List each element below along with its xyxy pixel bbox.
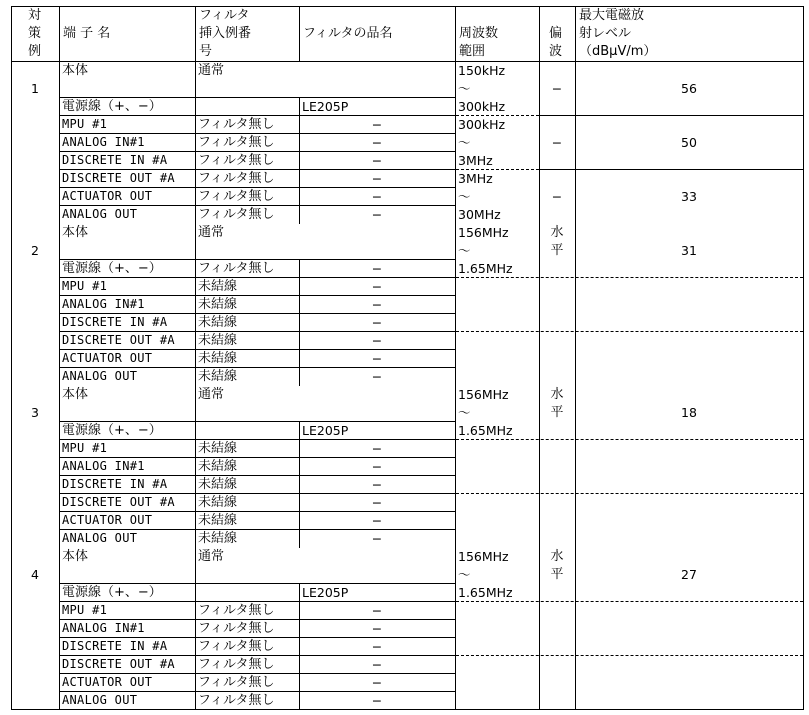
polarization: 平 [550,243,564,258]
filter-product: − [371,207,383,222]
terminal-name: ACTUATOR OUT [62,513,153,527]
frequency-range: 300kHz [458,117,506,132]
frequency-range: 150kHz [458,63,506,78]
case-number: 4 [31,567,39,582]
terminal-name: 本体 [62,387,89,402]
filter-product: − [371,495,383,510]
frequency-range: ～ [458,135,471,150]
max-emission-level: 33 [681,189,697,204]
filter-insert-no: 通常 [198,63,225,78]
frequency-range: ～ [458,81,471,96]
filter-product: − [371,513,383,528]
filter-insert-no: 未結線 [198,441,238,456]
filter-insert-no: 未結線 [198,477,238,492]
column-border [195,6,196,710]
case-number: 3 [31,405,39,420]
filter-insert-no: 未結線 [198,279,238,294]
header-case-no: 対 [28,8,42,23]
header-polarization: 波 [549,44,563,59]
filter-insert-no: 未結線 [198,531,238,546]
header-max-emission: 射レベル [579,26,632,41]
merged-cell-mask [299,224,300,259]
frequency-range: 156MHz [458,225,509,240]
terminal-name: 電源線（+、−） [62,423,162,438]
filter-insert-no: 未結線 [198,495,238,510]
dashed-rule [456,655,803,656]
terminal-name: DISCRETE IN #A [62,315,168,329]
filter-product: LE205P [302,585,349,600]
filter-insert-no: 未結線 [198,351,238,366]
frequency-range: 156MHz [458,549,509,564]
band-border [539,169,804,170]
terminal-name: MPU #1 [62,117,108,131]
dashed-rule [456,331,803,332]
polarization: − [551,189,563,204]
column-border [575,6,576,710]
filter-insert-no: フィルタ無し [198,135,275,150]
merged-cell-mask [299,62,300,97]
frequency-range: 1.65MHz [458,261,513,276]
filter-product: − [371,297,383,312]
polarization: 平 [550,405,564,420]
filter-product: − [371,171,383,186]
filter-product: LE205P [302,423,349,438]
terminal-name: ACTUATOR OUT [62,675,153,689]
polarization: 水 [550,549,564,564]
frequency-range: 30MHz [458,207,501,222]
filter-product: − [371,441,383,456]
terminal-name: ACTUATOR OUT [62,351,153,365]
filter-insert-no: フィルタ無し [198,675,275,690]
header-max-emission: （dBμV/m） [579,44,657,59]
header-filter-insert-no: フィルタ [199,8,250,23]
filter-insert-no: フィルタ無し [198,603,275,618]
case-number: 1 [31,81,39,96]
polarization: − [551,81,563,96]
terminal-name: 本体 [62,225,89,240]
header-frequency-range: 範囲 [459,44,486,59]
terminal-name: ACTUATOR OUT [62,189,153,203]
header-terminal-name: 端 子 名 [63,26,111,41]
filter-product: − [371,117,383,132]
polarization: 水 [550,387,564,402]
terminal-name: 本体 [62,63,89,78]
terminal-name: DISCRETE IN #A [62,477,168,491]
filter-product: − [371,657,383,672]
terminal-name: ANALOG IN#1 [62,135,145,149]
filter-product: LE205P [302,99,349,114]
filter-product: − [371,675,383,690]
header-polarization: 偏 [549,26,563,41]
frequency-range: 3MHz [458,171,493,186]
filter-product: − [371,189,383,204]
terminal-name: MPU #1 [62,279,108,293]
terminal-name: DISCRETE OUT #A [62,171,175,185]
max-emission-level: 18 [681,405,697,420]
max-emission-level: 27 [681,567,697,582]
filter-product: − [371,333,383,348]
terminal-name: DISCRETE IN #A [62,153,168,167]
table-bottom-border [11,709,804,710]
filter-product: − [371,693,383,708]
filter-insert-no: 通常 [198,549,225,564]
filter-product: − [371,351,383,366]
filter-product: − [371,279,383,294]
filter-insert-no: 通常 [198,225,225,240]
filter-product: − [371,531,383,546]
filter-insert-no: 未結線 [198,369,238,384]
table-top-border [11,6,804,7]
filter-product: − [371,315,383,330]
header-filter-insert-no: 挿入例番 [199,26,252,41]
frequency-range: ～ [458,243,471,258]
frequency-range: ～ [458,189,471,204]
terminal-name: ANALOG OUT [62,531,138,545]
filter-product: − [371,603,383,618]
band-border [539,115,804,116]
frequency-range: 1.65MHz [458,585,513,600]
header-bottom-border [11,61,804,62]
column-border [59,6,60,710]
case-number: 2 [31,243,39,258]
terminal-name: DISCRETE OUT #A [62,657,175,671]
filter-insert-no: 通常 [198,387,225,402]
frequency-range: 3MHz [458,153,493,168]
polarization: 水 [550,225,564,240]
filter-product: − [371,621,383,636]
filter-insert-no: フィルタ無し [198,639,275,654]
filter-product: − [371,135,383,150]
filter-insert-no: フィルタ無し [198,207,275,222]
terminal-name: ANALOG OUT [62,369,138,383]
terminal-name: ANALOG IN#1 [62,459,145,473]
filter-product: − [371,369,383,384]
column-border [455,6,456,710]
terminal-name: ANALOG OUT [62,693,138,707]
terminal-name: 電源線（+、−） [62,99,162,114]
terminal-name: DISCRETE OUT #A [62,333,175,347]
frequency-range: 300kHz [458,99,506,114]
terminal-name: MPU #1 [62,441,108,455]
dashed-rule [456,601,803,602]
filter-insert-no: フィルタ無し [198,171,275,186]
dashed-rule [456,115,539,116]
filter-insert-no: フィルタ無し [198,189,275,204]
filter-product: − [371,477,383,492]
filter-insert-no: 未結線 [198,513,238,528]
max-emission-level: 56 [681,81,697,96]
filter-product: − [371,459,383,474]
filter-product: − [371,153,383,168]
header-case-no: 例 [28,44,42,59]
column-border [803,6,804,710]
polarization: − [551,135,563,150]
column-border [539,6,540,710]
filter-insert-no: フィルタ無し [198,693,275,708]
terminal-name: ANALOG IN#1 [62,621,145,635]
header-filter-product: フィルタの品名 [303,26,393,41]
header-frequency-range: 周波数 [459,26,499,41]
filter-insert-no: 未結線 [198,333,238,348]
max-emission-level: 31 [681,243,697,258]
polarization: 平 [550,567,564,582]
filter-insert-no: フィルタ無し [198,621,275,636]
header-max-emission: 最大電磁放 [579,8,645,23]
terminal-name: 電源線（+、−） [62,585,162,600]
max-emission-level: 50 [681,135,697,150]
filter-product: − [371,261,383,276]
filter-insert-no: フィルタ無し [198,261,275,276]
filter-insert-no: 未結線 [198,459,238,474]
filter-insert-no: フィルタ無し [198,117,275,132]
merged-cell-mask [299,548,300,583]
merged-cell-mask [299,386,300,421]
terminal-name: 電源線（+、−） [62,261,162,276]
terminal-name: ANALOG IN#1 [62,297,145,311]
filter-insert-no: フィルタ無し [198,153,275,168]
dashed-rule [456,439,803,440]
header-case-no: 策 [28,26,42,41]
filter-insert-no: フィルタ無し [198,657,275,672]
dashed-rule [456,493,803,494]
filter-insert-no: 未結線 [198,315,238,330]
terminal-name: DISCRETE IN #A [62,639,168,653]
header-filter-insert-no: 号 [199,44,213,59]
filter-product: − [371,639,383,654]
terminal-name: DISCRETE OUT #A [62,495,175,509]
frequency-range: ～ [458,405,471,420]
filter-insert-no: 未結線 [198,297,238,312]
terminal-name: 本体 [62,549,89,564]
column-border [11,6,12,710]
frequency-range: 1.65MHz [458,423,513,438]
dashed-rule [456,277,803,278]
terminal-name: ANALOG OUT [62,207,138,221]
frequency-range: ～ [458,567,471,582]
terminal-name: MPU #1 [62,603,108,617]
frequency-range: 156MHz [458,387,509,402]
